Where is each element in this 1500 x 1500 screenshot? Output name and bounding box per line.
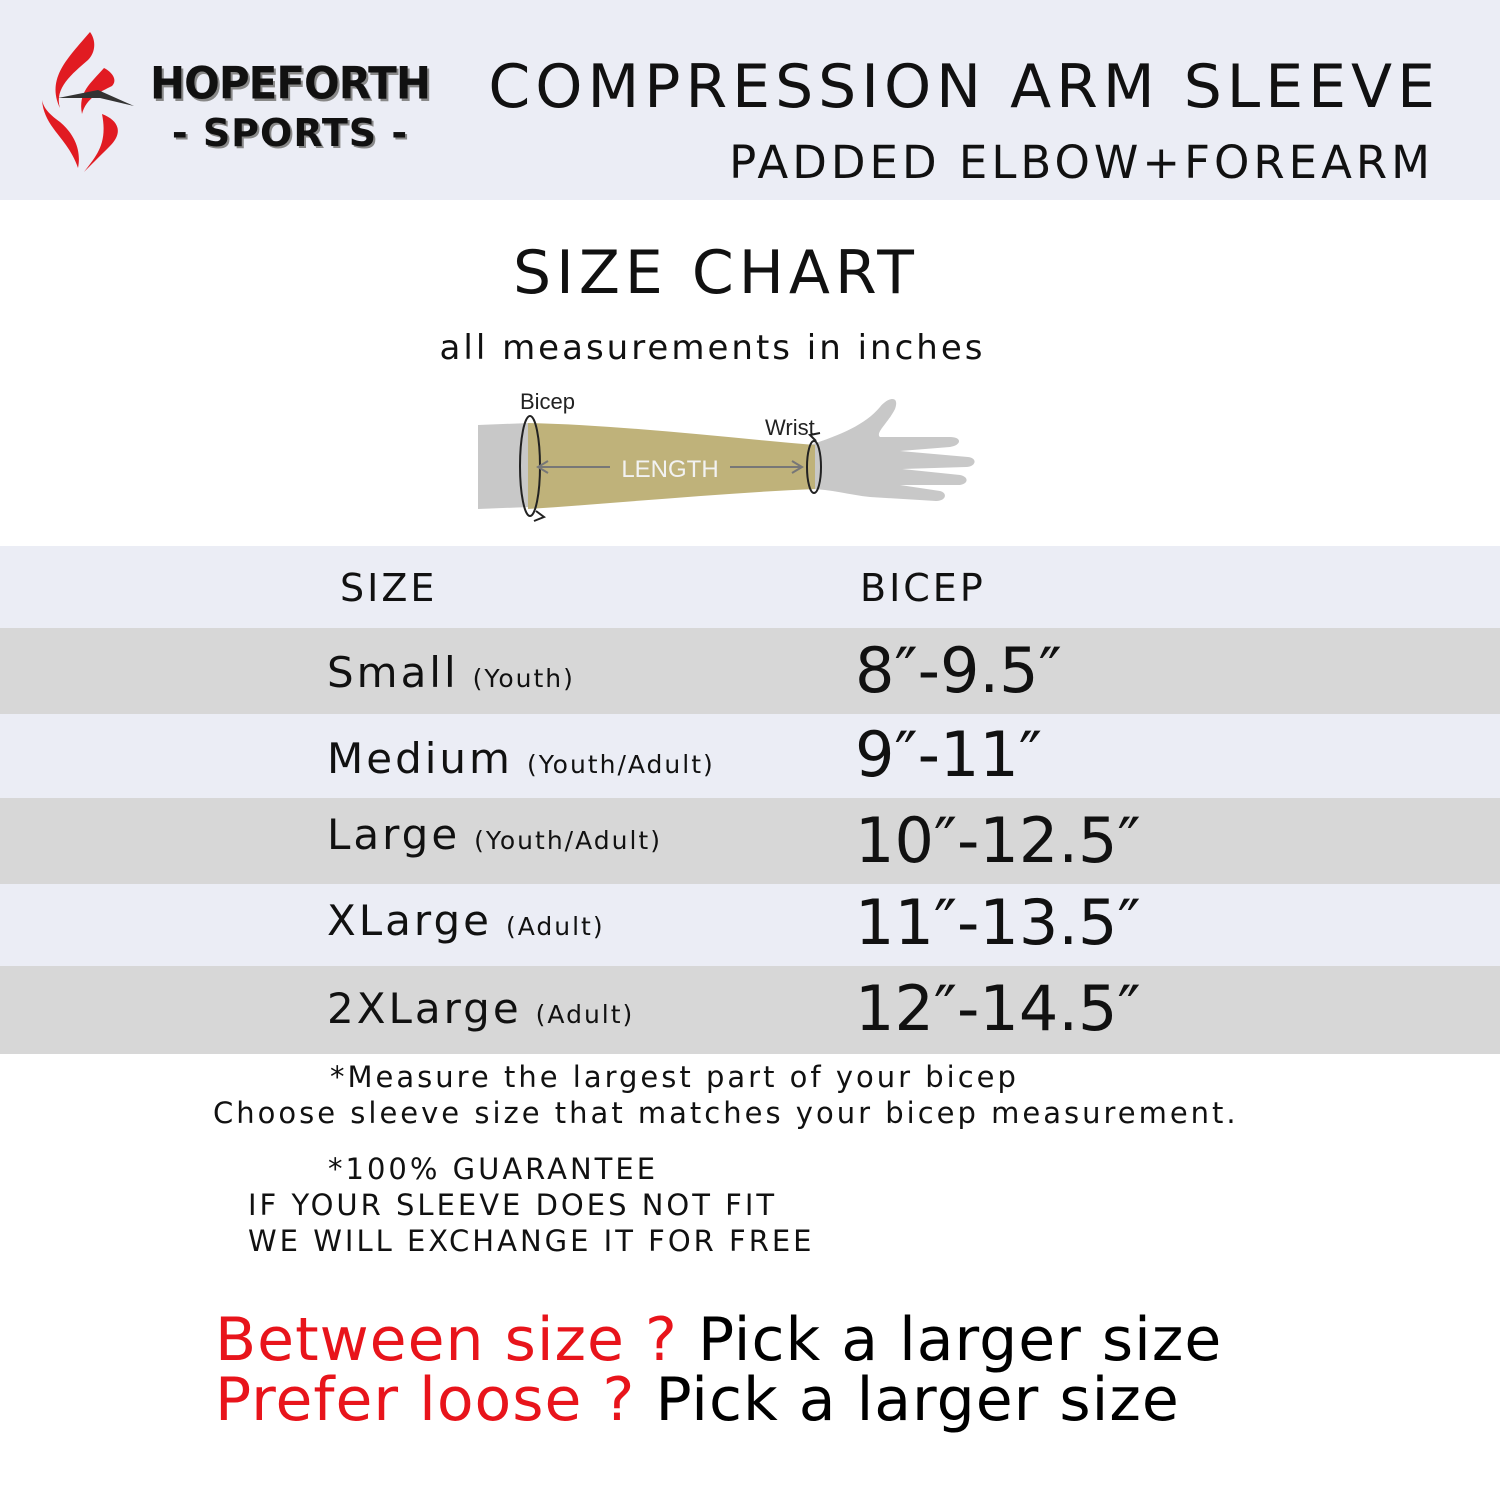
tip-answer: Pick a larger size	[655, 1365, 1180, 1435]
bicep-label: Bicep	[520, 389, 576, 414]
bicep-range: 10″-12.5″	[855, 804, 1141, 877]
tip-answer: Pick a larger size	[697, 1305, 1223, 1375]
tip-question: Prefer loose ?	[215, 1365, 636, 1435]
size-table	[0, 546, 1500, 1054]
length-label: LENGTH	[621, 456, 719, 483]
guarantee-line: WE WILL EXCHANGE IT FOR FREE	[248, 1224, 815, 1258]
size-age-group: (Youth/Adult)	[526, 750, 715, 779]
size-cell	[327, 984, 634, 1033]
column-header-bicep: BICEP	[860, 566, 986, 610]
brand-wordmark	[140, 58, 440, 156]
product-title: COMPRESSION ARM SLEEVE	[488, 52, 1440, 122]
guarantee-heading: *100% GUARANTEE	[328, 1152, 659, 1186]
flame-logo-icon	[38, 28, 138, 173]
bicep-range: 8″-9.5″	[855, 634, 1062, 707]
measure-instruction: Choose sleeve size that matches your bicep measurement.	[213, 1096, 1239, 1130]
size-name: Large	[327, 810, 461, 859]
size-name: Small	[327, 648, 459, 697]
arm-measurement-diagram	[470, 385, 990, 535]
size-age-group: (Youth)	[472, 664, 575, 693]
tip-prefer-loose	[215, 1365, 1180, 1435]
column-header-size: SIZE	[340, 566, 438, 610]
table-row	[0, 798, 1500, 884]
table-header-row	[0, 546, 1500, 628]
product-subtitle: PADDED ELBOW+FOREARM	[729, 136, 1434, 189]
size-age-group: (Adult)	[505, 912, 605, 941]
bicep-range: 12″-14.5″	[855, 972, 1141, 1045]
size-name: XLarge	[327, 896, 492, 945]
size-name: 2XLarge	[327, 984, 522, 1033]
size-cell	[327, 734, 715, 783]
units-note: all measurements in inches	[439, 328, 986, 368]
size-age-group: (Adult)	[535, 1000, 635, 1029]
wrist-label: Wrist	[765, 415, 815, 440]
size-cell	[327, 896, 605, 945]
header-banner	[0, 0, 1500, 200]
size-cell	[327, 648, 575, 697]
bicep-range: 11″-13.5″	[855, 886, 1141, 959]
brand-tagline: - SPORTS -	[171, 111, 409, 155]
bicep-range: 9″-11″	[855, 718, 1043, 791]
measure-note: *Measure the largest part of your bicep	[330, 1060, 1019, 1094]
hand-icon	[810, 399, 975, 501]
table-row	[0, 966, 1500, 1054]
brand-name: HOPEFORTH	[150, 57, 430, 110]
table-row	[0, 628, 1500, 714]
table-row	[0, 714, 1500, 798]
size-chart-title: SIZE CHART	[513, 238, 919, 308]
tip-question: Between size ?	[215, 1305, 678, 1375]
size-age-group: (Youth/Adult)	[474, 826, 662, 855]
guarantee-line: IF YOUR SLEEVE DOES NOT FIT	[248, 1188, 778, 1222]
size-cell	[327, 810, 662, 859]
table-row	[0, 884, 1500, 966]
size-name: Medium	[327, 734, 513, 783]
